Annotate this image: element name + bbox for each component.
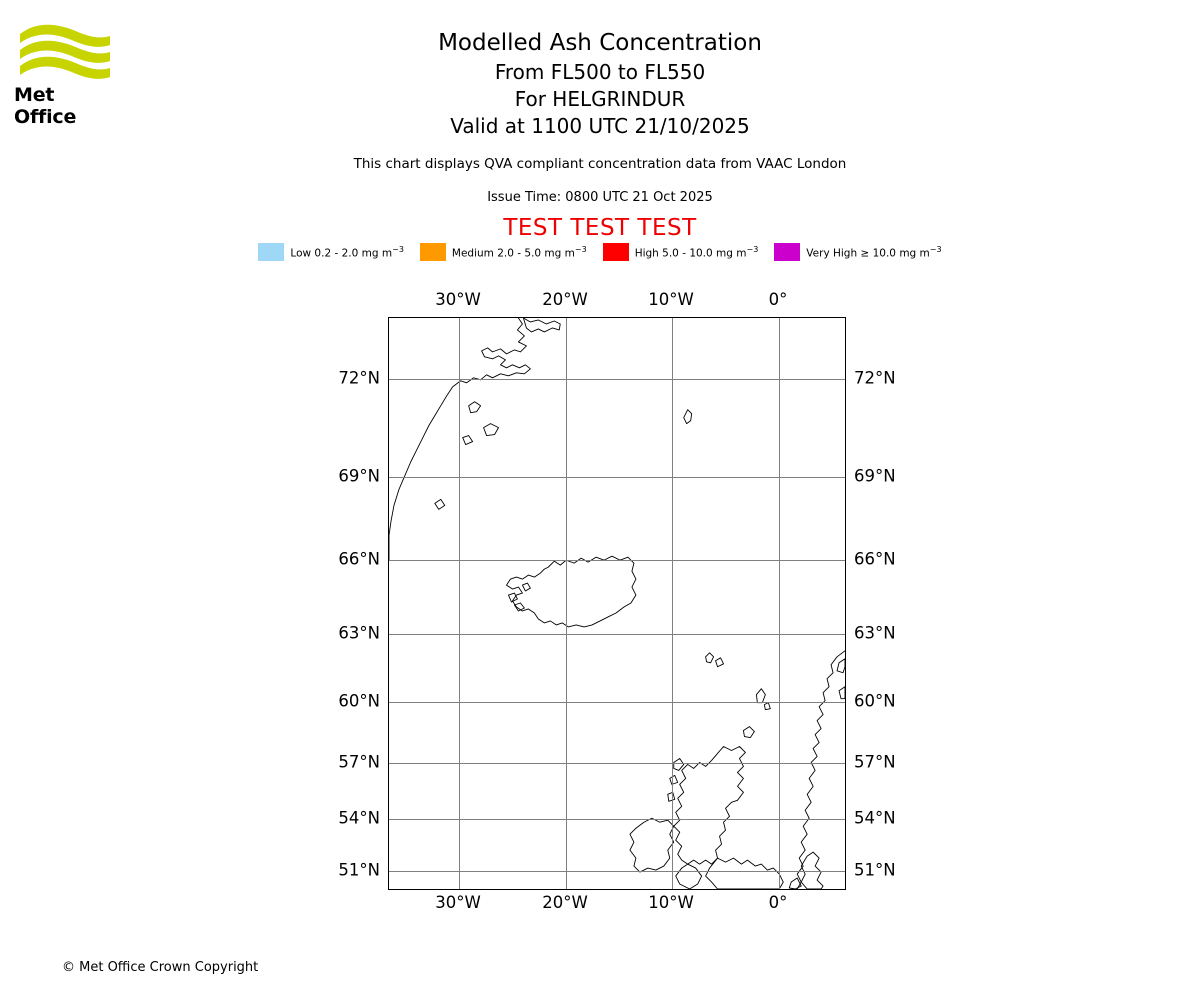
gridline-longitude (779, 318, 780, 889)
tick-label-longitude-bottom: 30°W (435, 893, 481, 912)
coastline-layer (389, 318, 845, 889)
legend-item-low (258, 243, 403, 261)
gridline-latitude (389, 379, 845, 380)
tick-label-latitude-right: 72°N (854, 368, 896, 388)
copyright-notice: © Met Office Crown Copyright (62, 960, 259, 975)
gridline-latitude (389, 634, 845, 635)
tick-label-longitude-bottom: 10°W (648, 893, 694, 912)
gridline-latitude (389, 819, 845, 820)
title-line-3: For HELGRINDUR (514, 87, 686, 111)
tick-label-longitude-top: 10°W (648, 290, 694, 309)
map-container (388, 317, 846, 890)
tick-label-longitude-bottom: 0° (768, 893, 788, 912)
tick-label-latitude-right: 63°N (854, 623, 896, 643)
gridline-latitude (389, 871, 845, 872)
legend-label-very-high: Very High ≥ 10.0 mg $m^{-3}$ (806, 244, 942, 260)
legend-swatch-high (603, 243, 629, 261)
legend-label-medium: Medium 2.0 - 5.0 mg $m^{-3}$ (451, 244, 587, 260)
met-office-wordmark: Met Office (14, 84, 77, 128)
legend-label-low: Low 0.2 - 2.0 mg $m^{-3}$ (290, 244, 404, 260)
map-plot-area (388, 317, 846, 890)
tick-label-latitude-right: 57°N (854, 752, 896, 772)
concentration-legend (0, 243, 1200, 261)
legend-item-high (603, 243, 759, 261)
tick-label-longitude-top: 20°W (542, 290, 588, 309)
tick-label-latitude-left: 51°N (338, 860, 380, 880)
chart-subtitle: This chart displays QVA compliant concentration data from VAAC London (353, 156, 847, 172)
gridline-latitude (389, 702, 845, 703)
tick-label-latitude-right: 54°N (854, 808, 896, 828)
tick-label-latitude-right: 69°N (854, 466, 896, 486)
tick-label-longitude-bottom: 20°W (542, 893, 588, 912)
tick-label-latitude-left: 69°N (338, 466, 380, 486)
tick-label-longitude-top: 0° (768, 290, 788, 309)
tick-label-latitude-left: 66°N (338, 549, 380, 569)
title-line-4: Valid at 1100 UTC 21/10/2025 (450, 114, 750, 138)
tick-label-longitude-top: 30°W (435, 290, 481, 309)
tick-label-latitude-left: 57°N (338, 752, 380, 772)
tick-label-latitude-right: 51°N (854, 860, 896, 880)
issue-time: Issue Time: 0800 UTC 21 Oct 2025 (487, 190, 713, 205)
gridline-latitude (389, 560, 845, 561)
legend-item-very-high (774, 243, 941, 261)
tick-label-latitude-left: 72°N (338, 368, 380, 388)
tick-label-latitude-left: 60°N (338, 691, 380, 711)
test-banner: TEST TEST TEST (503, 215, 697, 241)
gridline-latitude (389, 763, 845, 764)
tick-label-latitude-left: 54°N (338, 808, 380, 828)
title-line-1: Modelled Ash Concentration (438, 30, 762, 56)
gridline-latitude (389, 477, 845, 478)
tick-label-latitude-right: 60°N (854, 691, 896, 711)
legend-item-medium (420, 243, 587, 261)
legend-swatch-medium (420, 243, 446, 261)
tick-label-latitude-left: 63°N (338, 623, 380, 643)
gridline-longitude (459, 318, 460, 889)
title-line-2: From FL500 to FL550 (494, 60, 706, 84)
legend-swatch-very-high (774, 243, 800, 261)
legend-label-high: High 5.0 - 10.0 mg $m^{-3}$ (634, 244, 759, 260)
gridline-longitude (566, 318, 567, 889)
page-title (0, 28, 1200, 140)
gridline-longitude (672, 318, 673, 889)
tick-label-latitude-right: 66°N (854, 549, 896, 569)
legend-swatch-low (258, 243, 284, 261)
